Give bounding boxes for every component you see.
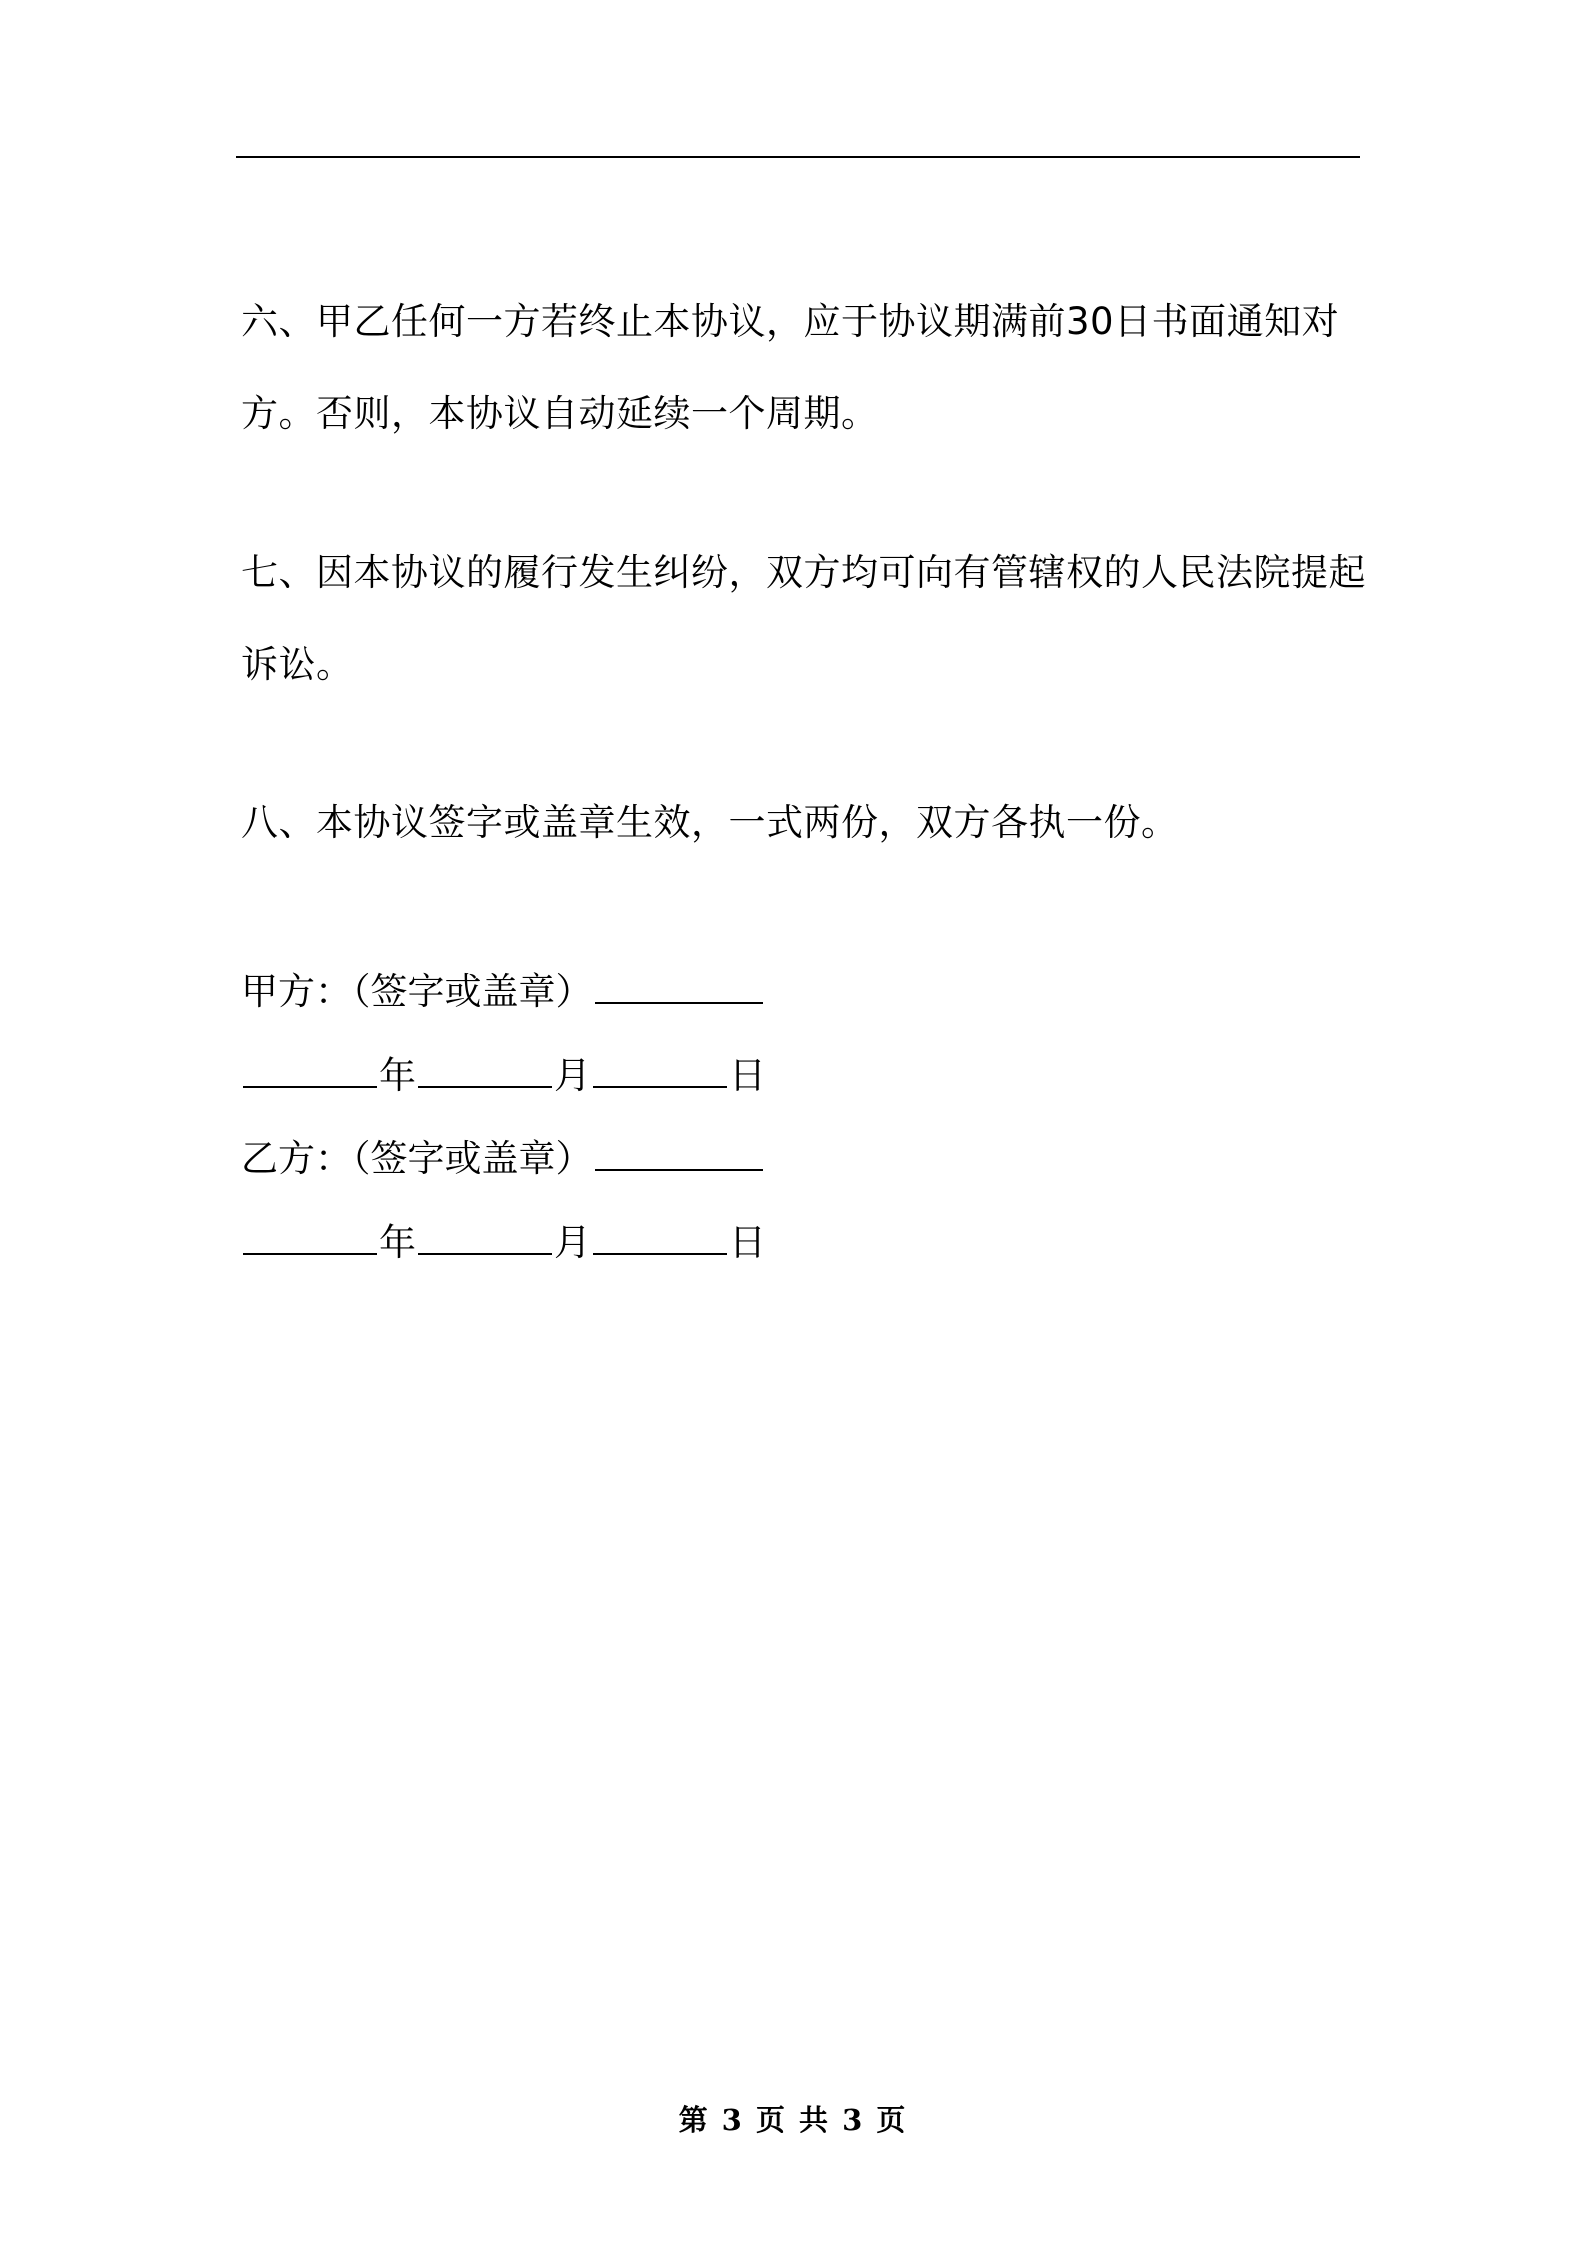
party-b-month-label: 月 <box>554 1221 591 1264</box>
header-divider <box>236 156 1360 158</box>
party-b-year-blank[interactable] <box>243 1215 377 1255</box>
page-number-footer: 第 3 页 共 3 页 <box>678 2103 908 2137</box>
clause-eight: 八、本协议签字或盖章生效，一式两份，双方各执一份。 <box>241 801 1179 844</box>
party-a-month-blank[interactable] <box>418 1048 552 1088</box>
party-a-day-blank[interactable] <box>593 1048 727 1088</box>
party-a-date-line <box>241 1048 766 1102</box>
party-b-date-line <box>241 1215 766 1269</box>
party-a-signature-line <box>241 964 765 1018</box>
party-b-signature-line <box>241 1131 765 1185</box>
party-b-label: 乙方：（签字或盖章） <box>241 1137 593 1180</box>
party-a-day-label: 日 <box>729 1054 766 1097</box>
party-a-signature-blank[interactable] <box>595 964 763 1004</box>
party-a-month-label: 月 <box>554 1054 591 1097</box>
party-b-month-blank[interactable] <box>418 1215 552 1255</box>
party-b-day-label: 日 <box>729 1221 766 1264</box>
party-b-day-blank[interactable] <box>593 1215 727 1255</box>
clause-six: 六、甲乙任何一方若终止本协议，应于协议期满前30日书面通知对方。否则，本协议自动延续一个周期。 <box>241 300 1340 435</box>
party-a-year-blank[interactable] <box>243 1048 377 1088</box>
clause-seven: 七、因本协议的履行发生纠纷，双方均可向有管辖权的人民法院提起诉讼。 <box>241 551 1366 686</box>
party-b-signature-blank[interactable] <box>595 1131 763 1171</box>
party-a-label: 甲方：（签字或盖章） <box>241 970 593 1013</box>
party-b-year-label: 年 <box>379 1221 416 1264</box>
party-a-year-label: 年 <box>379 1054 416 1097</box>
